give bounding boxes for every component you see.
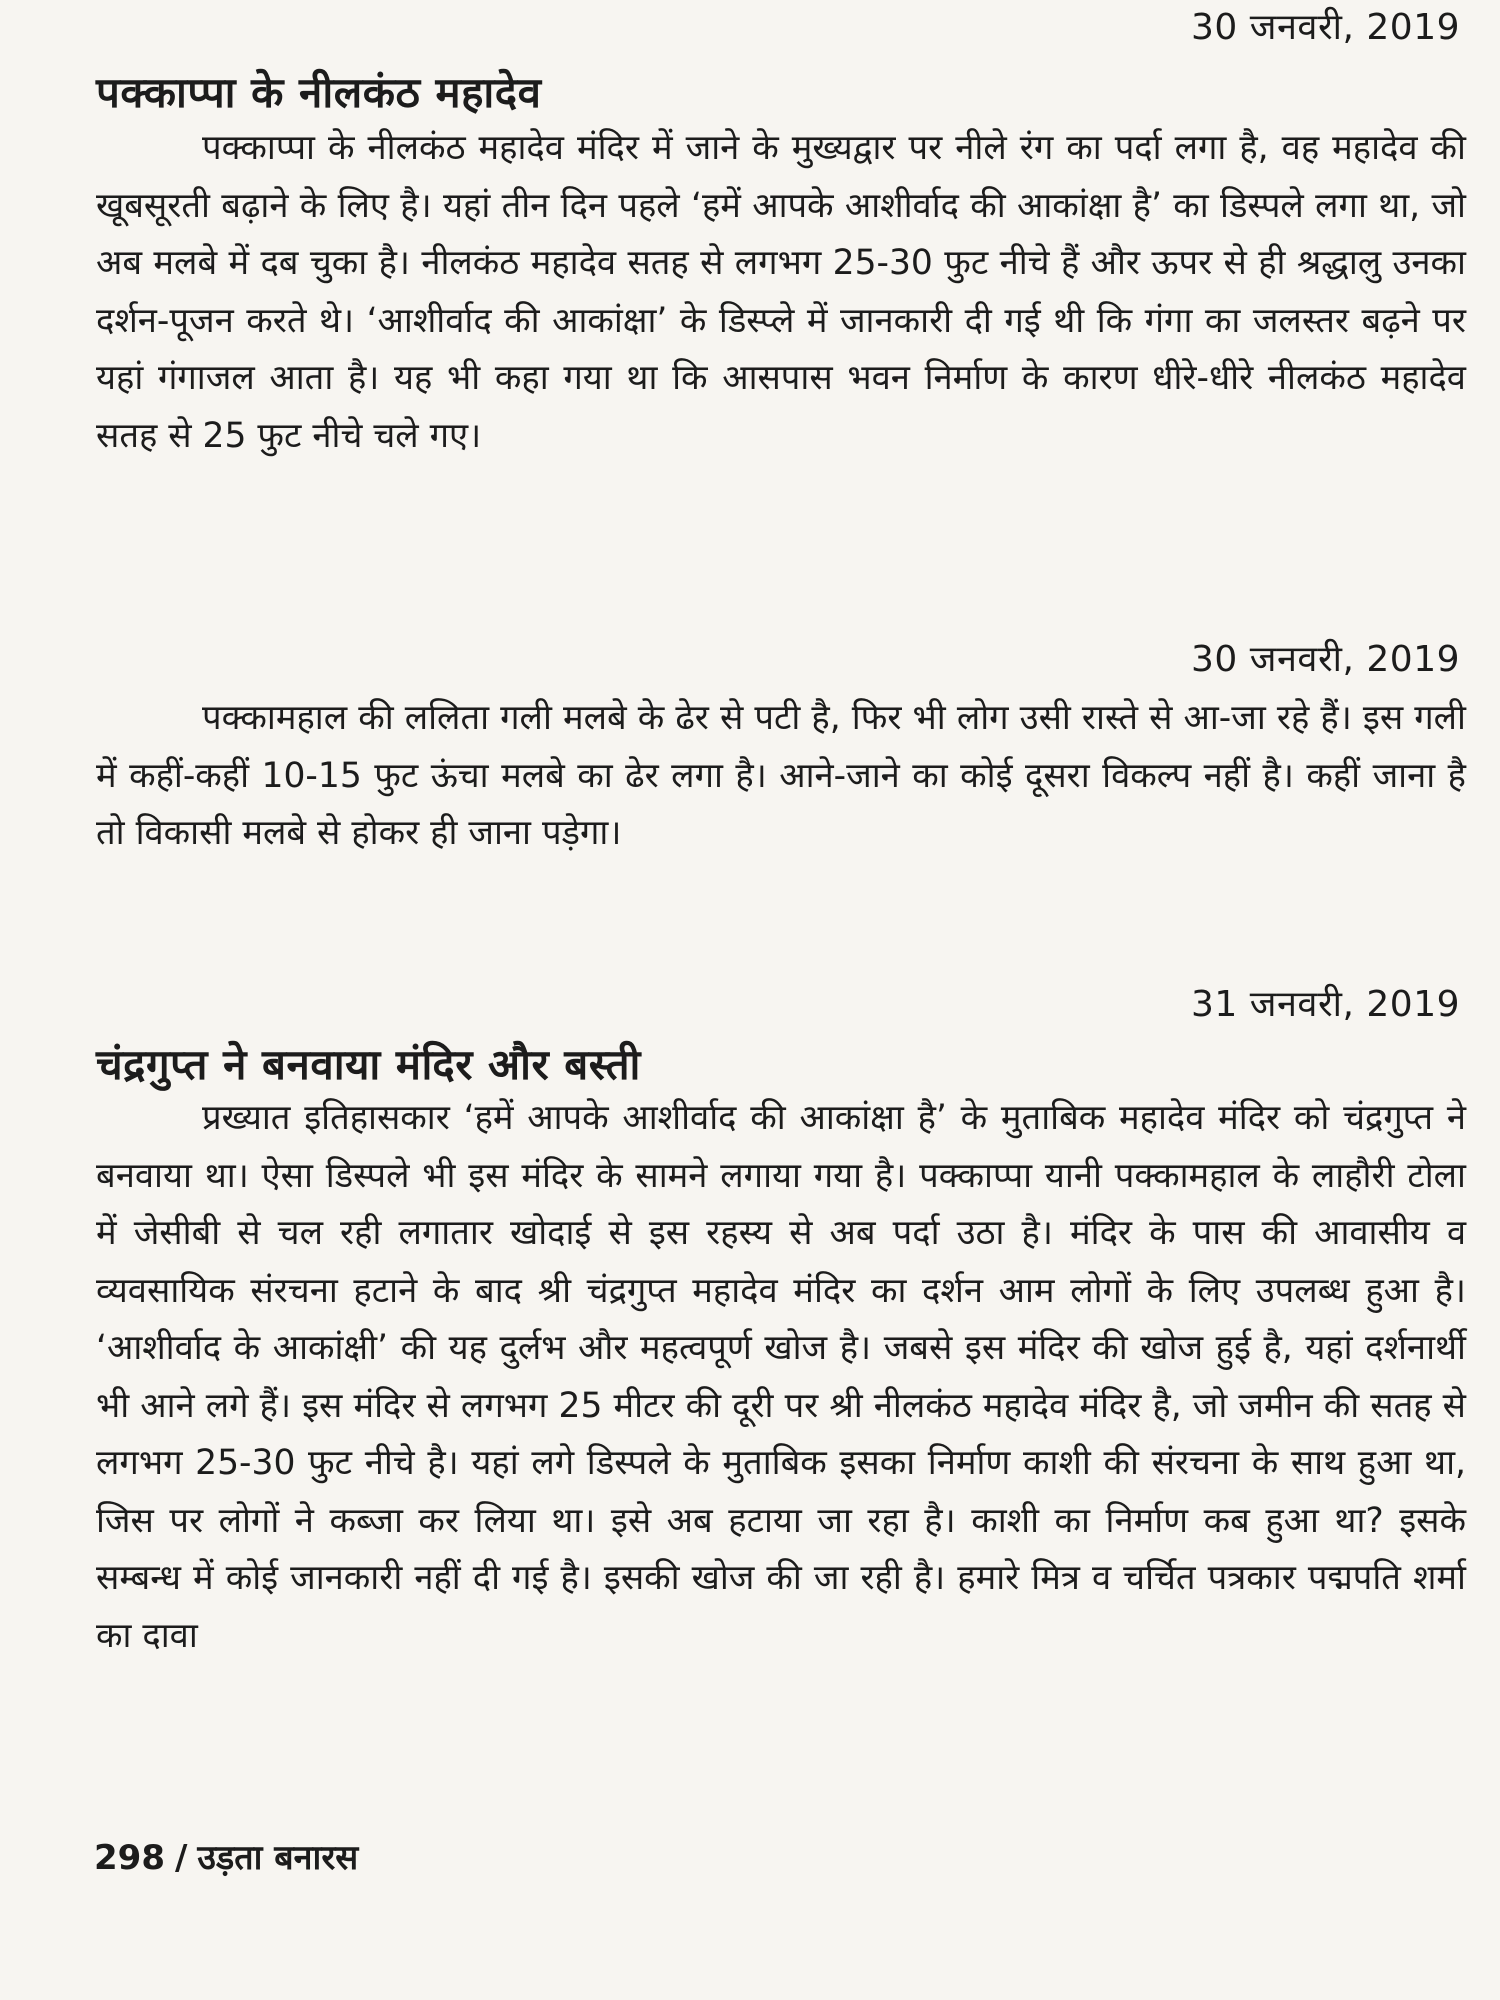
entry-paragraph: प्रख्यात इतिहासकार ‘हमें आपके आशीर्वाद की आकांक्षा है’ के मुताबिक महादेव मंदिर को चंद्रगुप्त ने बनवाया था। ऐसा डिस्पले भी इस मंदिर के सामने लगाया गया है। पक्काप्पा यानी पक्कामहाल के लाहौरी टोला में जेसीबी से चल रही लगातार खोदाई से इस रहस्य से अब पर्दा उठा है। मंदिर के पास की आवासीय व व्यवसायिक संरचना हटाने के बाद श्री चंद्रगुप्त महादेव मंदिर का दर्शन आम लोगों के लिए उपलब्ध हुआ है। ‘आशीर्वाद के आकांक्षी’ की यह दुर्लभ और महत्वपूर्ण खोज है। जबसे इस मंदिर की खोज हुई है, यहां दर्शनार्थी भी आने लगे हैं। इस मंदिर से लगभग 25 मीटर की दूरी पर श्री नीलकंठ महादेव मंदिर है, जो जमीन की सतह से लगभग 25-30 फुट नीचे है। यहां लगे डिस्पले के मुताबिक इसका निर्माण काशी की संरचना के साथ हुआ था, जिस पर लोगों ने कब्जा कर लिया था। इसे अब हटाया जा रहा है। काशी का निर्माण कब हुआ था? इसके सम्बन्ध में कोई जानकारी नहीं दी गई है। इसकी खोज की जा रही है। हमारे मित्र व चर्चित पत्रकार पद्मपति शर्मा का दावा [96,1098,1466,1656]
section-heading: पक्काप्पा के नीलकंठ महादेव [96,68,542,117]
section-heading: चंद्रगुप्त ने बनवाया मंदिर और बस्ती [96,1040,641,1089]
book-title: उड़ता बनारस [197,1838,359,1878]
entry-date: 31 जनवरी, 2019 [1190,984,1460,1025]
entry-date: 30 जनवरी, 2019 [1190,639,1460,680]
entry-paragraph: पक्काप्पा के नीलकंठ महादेव मंदिर में जाने के मुख्यद्वार पर नीले रंग का पर्दा लगा है, वह महादेव की खूबसूरती बढ़ाने के लिए है। यहां तीन दिन पहले ‘हमें आपके आशीर्वाद की आकांक्षा है’ का डिस्पले लगा था, जो अब मलबे में दब चुका है। नीलकंठ महादेव सतह से लगभग 25-30 फुट नीचे हैं और ऊपर से ही श्रद्धालु उनका दर्शन-पूजन करते थे। ‘आशीर्वाद की आकांक्षा’ के डिस्प्ले में जानकारी दी गई थी कि गंगा का जलस्तर बढ़ने पर यहां गंगाजल आता है। यह भी कहा गया था कि आसपास भवन निर्माण के कारण धीरे-धीरे नीलकंठ महादेव सतह से 25 फुट नीचे चले गए। [96,128,1466,456]
page-number: 298 [94,1838,165,1878]
entry-date: 30 जनवरी, 2019 [1190,7,1460,48]
page-footer [94,1838,358,1878]
entry-paragraph: पक्कामहाल की ललिता गली मलबे के ढेर से पटी है, फिर भी लोग उसी रास्ते से आ-जा रहे हैं। इस गली में कहीं-कहीं 10-15 फुट ऊंचा मलबे का ढेर लगा है। आने-जाने का कोई दूसरा विकल्प नहीं है। कहीं जाना है तो विकासी मलबे से होकर ही जाना पड़ेगा। [96,698,1466,853]
footer-separator: / [174,1838,188,1878]
